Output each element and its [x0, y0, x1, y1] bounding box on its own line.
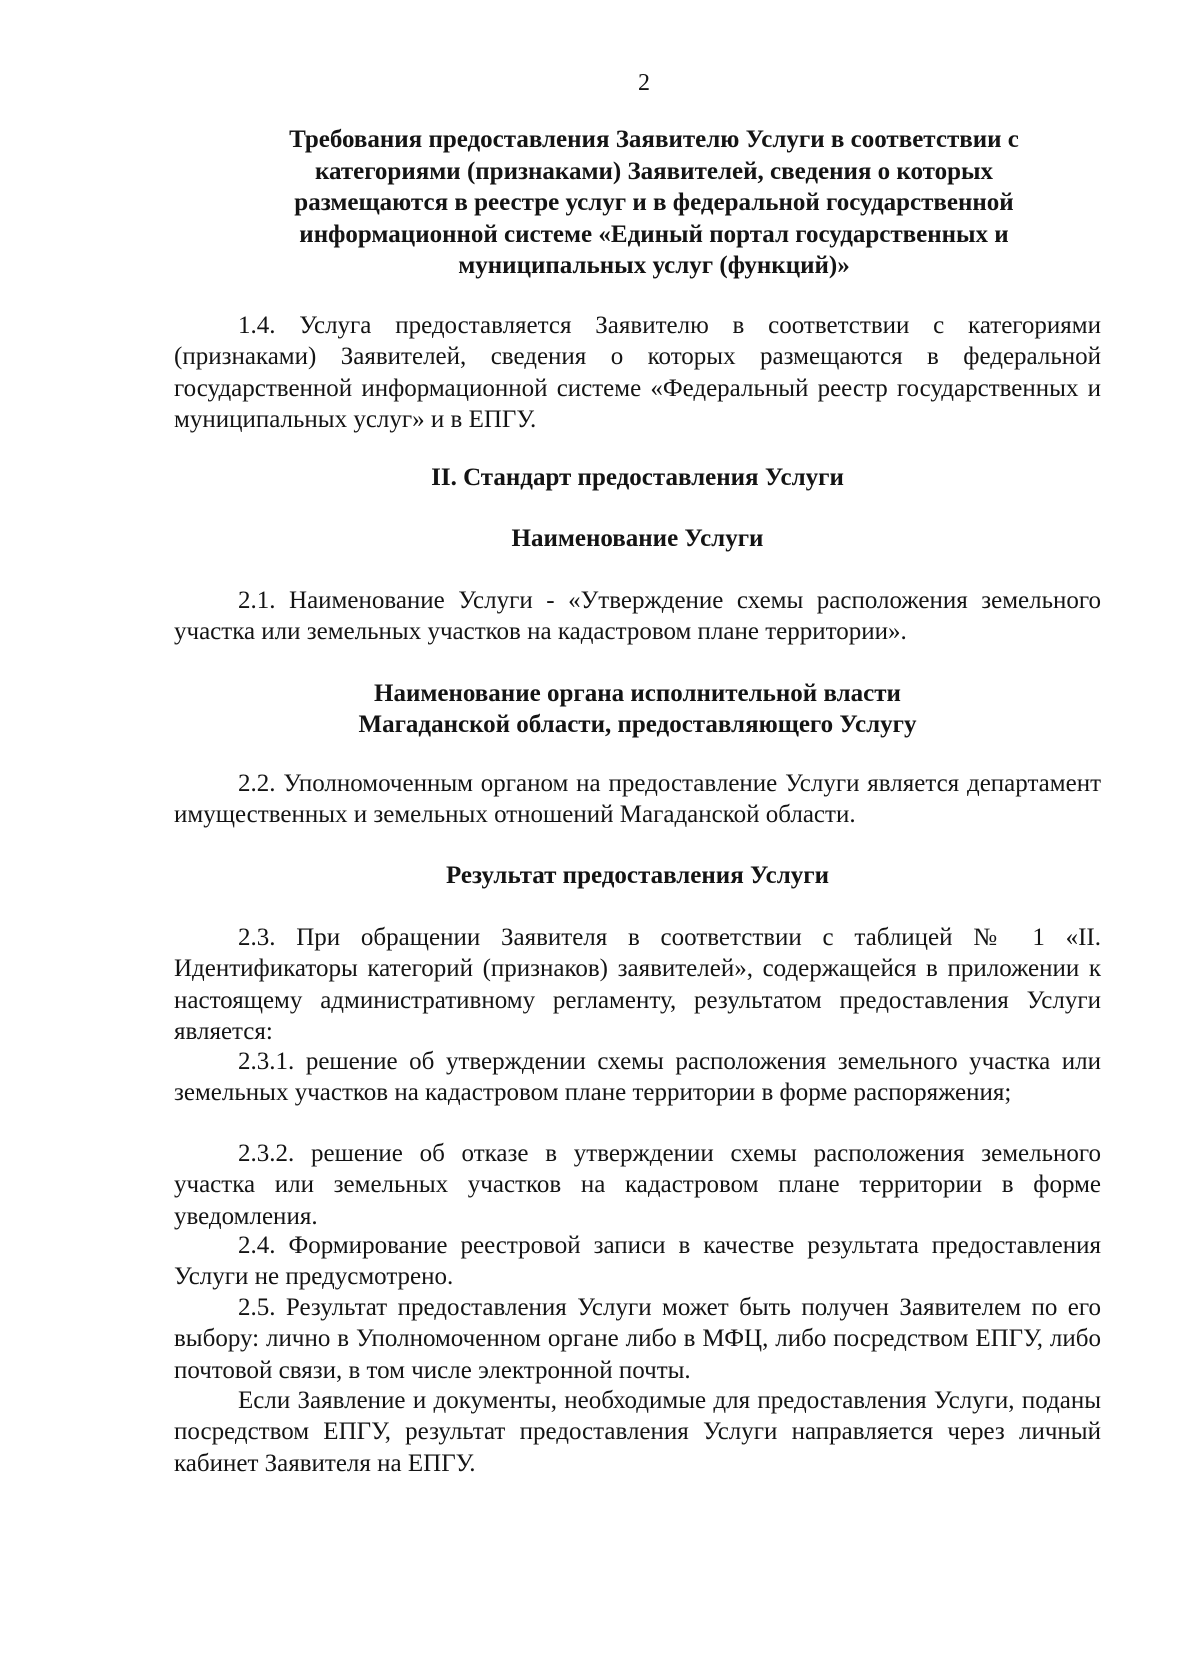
authority-heading-line1: Наименование органа исполнительной власти	[374, 680, 901, 707]
paragraph-2-4: 2.4. Формирование реестровой записи в качестве результата предоставления Услуги не предусмотрено.	[174, 1232, 1101, 1291]
paragraph-2-3-2: 2.3.2. решение об отказе в утверждении схемы расположения земельного участка или земельных участков на кадастровом плане территории в форме уведомления.	[174, 1140, 1101, 1230]
page-number: 2	[638, 70, 650, 96]
paragraph-2-3: 2.3. При обращении Заявителя в соответствии с таблицей № 1 «II. Идентификаторы категорий (признаков) заявителей», содержащейся в приложении к настоящему административному регламенту, результатом предоставления Услуги является:	[174, 924, 1101, 1045]
paragraph-epgu-delivery: Если Заявление и документы, необходимые для предоставления Услуги, поданы посредством ЕПГУ, результат предоставления Услуги направляется через личный кабинет Заявителя на ЕПГУ.	[174, 1387, 1101, 1477]
paragraph-2-5: 2.5. Результат предоставления Услуги может быть получен Заявителем по его выбору: лично в Уполномоченном органе либо в МФЦ, либо посредством ЕПГУ, либо почтовой связи, в том числе электронной почты.	[174, 1294, 1101, 1384]
authority-heading-line2: Магаданской области, предоставляющего Услугу	[358, 711, 917, 738]
result-heading: Результат предоставления Услуги	[445, 862, 829, 889]
requirements-heading: Требования предоставления Заявителю Услуги в соответствии с категориями (признаками) Заявителей, сведения о которых размещаются в реестре услуг и в федеральной государственной информационной системе «Единый портал государственных и муниципальных услуг (функций)»	[289, 126, 1019, 279]
paragraph-2-2: 2.2. Уполномоченным органом на предоставление Услуги является департамент имущественных и земельных отношений Магаданской области.	[174, 770, 1101, 829]
section-2-heading: II. Стандарт предоставления Услуги	[431, 464, 844, 491]
paragraph-1-4: 1.4. Услуга предоставляется Заявителю в соответствии с категориями (признаками) Заявителей, сведения о которых размещаются в федеральной государственной информационной системе «Федеральный реестр государственных и муниципальных услуг» и в ЕПГУ.	[174, 312, 1101, 433]
paragraph-2-3-1: 2.3.1. решение об утверждении схемы расположения земельного участка или земельных участков на кадастровом плане территории в форме распоряжения;	[174, 1048, 1101, 1107]
paragraph-2-1: 2.1. Наименование Услуги - «Утверждение схемы расположения земельного участка или земельных участков на кадастровом плане территории».	[174, 587, 1101, 646]
service-name-heading: Наименование Услуги	[511, 525, 764, 552]
